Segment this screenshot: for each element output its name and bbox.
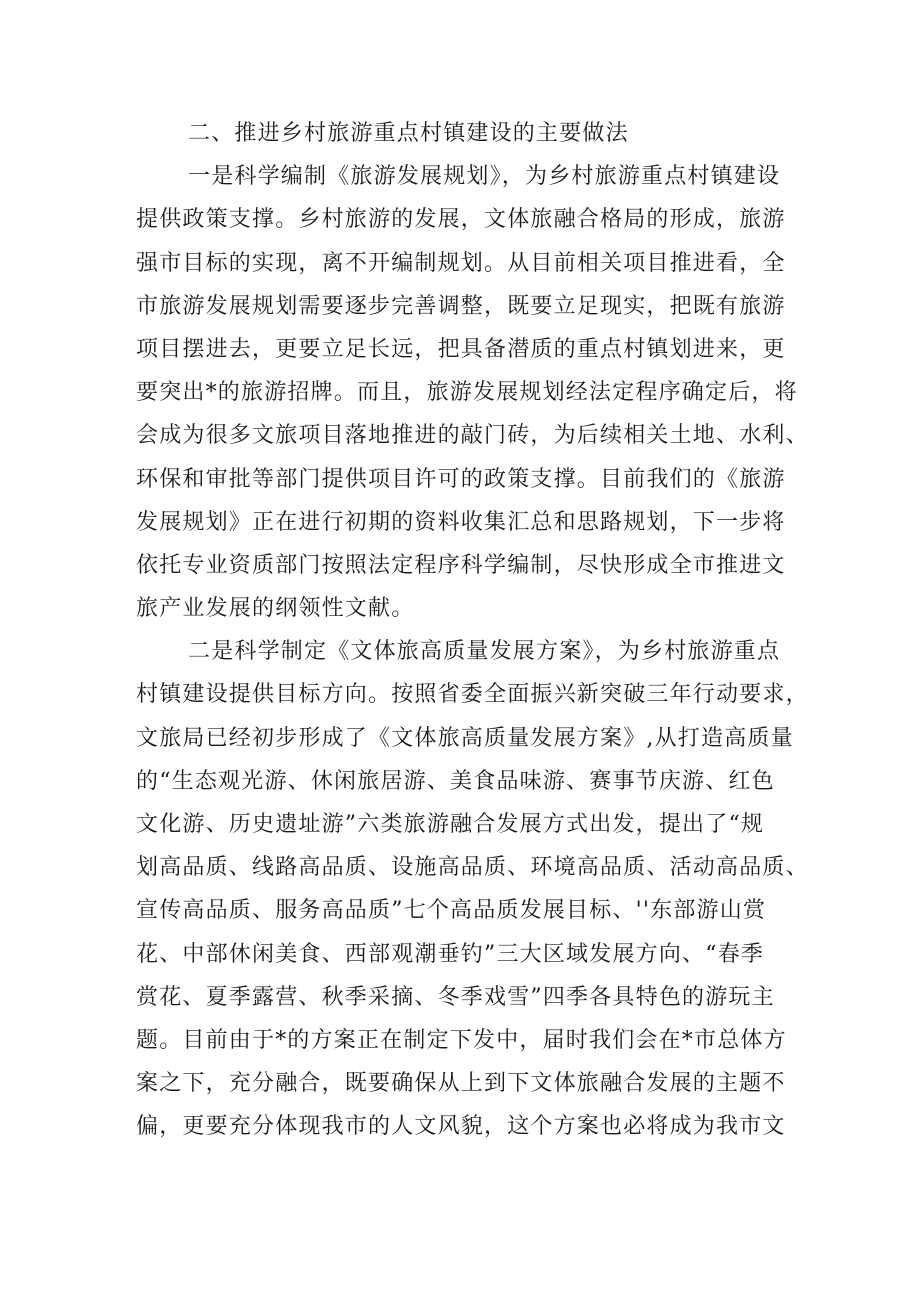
text-line: 花、中部休闲美食、西部观潮垂钓”三大区域发展方向、“春季 [136, 941, 765, 967]
text-line: 项目摆进去，更要立足长远，把具备潜质的重点村镇划进来，更 [136, 336, 786, 362]
text-line: 发展规划》正在进行初期的资料收集汇总和思路规划，下一步将 [136, 509, 786, 535]
text-line: 题。目前由于*的方案正在制定下发中，届时我们会在*市总体方 [136, 1027, 787, 1053]
paragraph-2 [136, 630, 809, 1148]
document-body [136, 112, 809, 1149]
text-line: 文化游、历史遗址游”六类旅游融合发展方式出发，提出了“规 [136, 812, 765, 837]
text-line: 宣传高品质、服务高品质”七个高品质发展目标、''东部游山赏 [136, 898, 767, 924]
text-line: 文旅局已经初步形成了《文体旅高质量发展方案》,从打造高质量 [136, 725, 794, 751]
section-heading: 二、推进乡村旅游重点村镇建设的主要做法 [188, 121, 629, 146]
paragraph-1 [136, 155, 809, 630]
text-line: 偏，更要充分体现我市的人文风貌，这个方案也必将成为我市文 [136, 1114, 786, 1140]
text-line: 提供政策支撑。乡村旅游的发展，文体旅融合格局的形成，旅游 [136, 207, 786, 233]
text-line: 案之下，充分融合，既要确保从上到下文体旅融合发展的主题不 [136, 1071, 786, 1097]
text-line: 要突出*的旅游招牌。而且，旅游发展规划经法定程序确定后，将 [136, 380, 798, 406]
text-line: 环保和审批等部门提供项目许可的政策支撑。目前我们的《旅游 [136, 466, 786, 492]
text-line: 二是科学制定《文体旅高质量发展方案》，为乡村旅游重点 [188, 639, 781, 665]
text-line: 会成为很多文旅项目落地推进的敲门砖，为后续相关土地、水利、 [136, 423, 809, 449]
text-line: 赏花、夏季露营、秋季采摘、冬季戏雪”四季各具特色的游玩主 [136, 984, 775, 1010]
text-line: 划高品质、线路高品质、设施高品质、环境高品质、活动高品质、 [136, 855, 809, 881]
text-line: 强市目标的实现，离不开编制规划。从目前相关项目推进看，全 [136, 250, 786, 276]
text-line: 村镇建设提供目标方向。按照省委全面振兴新突破三年行动要求， [136, 682, 809, 708]
text-line: 依托专业资质部门按照法定程序科学编制，尽快形成全市推进文 [136, 552, 786, 578]
text-line: 一是科学编制《旅游发展规划》，为乡村旅游重点村镇建设 [188, 164, 781, 190]
text-line: 的“生态观光游、休闲旅居游、美食品味游、赛事节庆游、红色 [136, 768, 775, 794]
text-line: 市旅游发展规划需要逐步完善调整，既要立足现实，把既有旅游 [136, 293, 786, 319]
text-line: 旅产业发展的纲领性文献。 [136, 596, 415, 622]
